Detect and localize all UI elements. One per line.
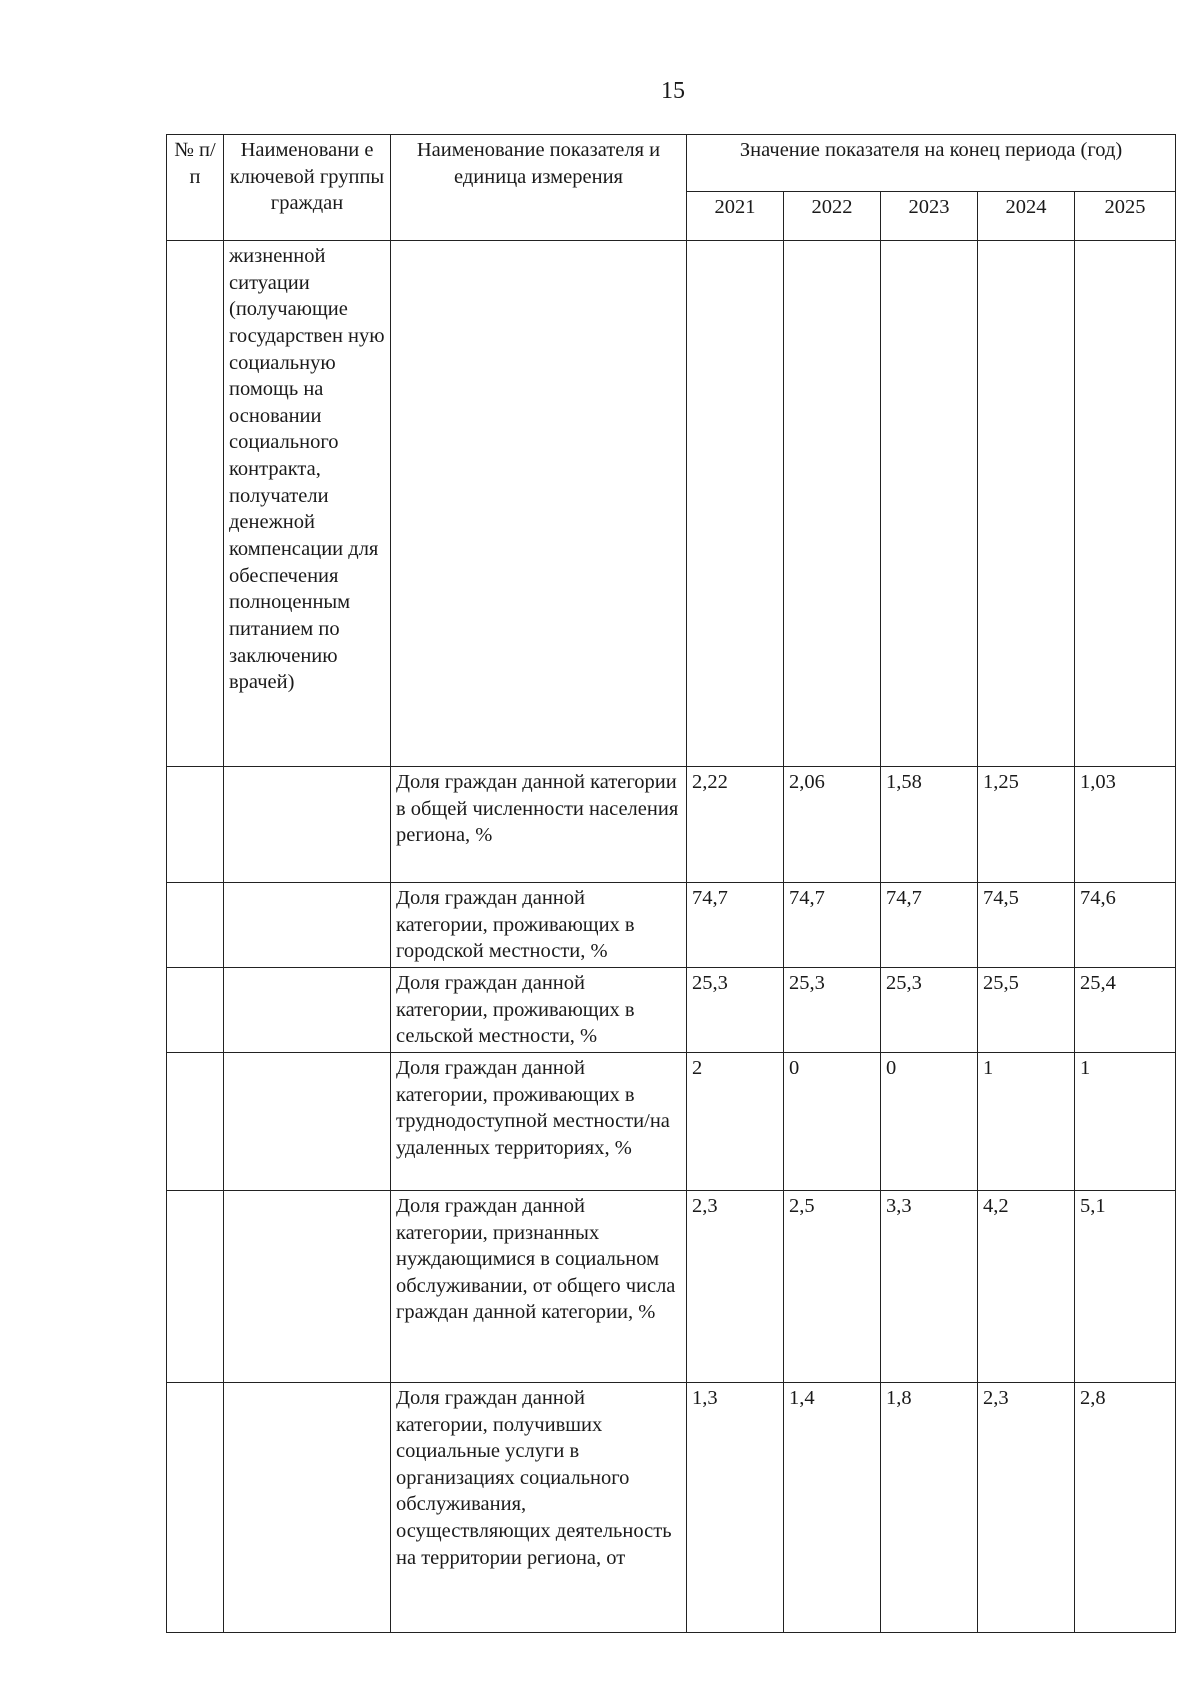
value-cell bbox=[978, 241, 1075, 767]
page-number: 15 bbox=[661, 78, 685, 104]
value-2023: 25,3 bbox=[881, 968, 978, 1053]
table-row bbox=[167, 968, 1176, 1053]
value-2025: 1,03 bbox=[1075, 767, 1176, 883]
indicator-cell: Доля граждан данной категории, получивших социальные услуги в организациях социального обслуживания, осуществляющих деятельность на территории региона, от bbox=[391, 1382, 687, 1632]
value-2021: 2,3 bbox=[687, 1190, 784, 1382]
indicator-cell: Доля граждан данной категории, проживающих в городской местности, % bbox=[391, 883, 687, 968]
value-2025: 2,8 bbox=[1075, 1382, 1176, 1632]
indicator-cell bbox=[391, 241, 687, 767]
header-num: № п/п bbox=[167, 135, 224, 241]
value-2025: 74,6 bbox=[1075, 883, 1176, 968]
value-2022: 2,06 bbox=[784, 767, 881, 883]
value-2025: 1 bbox=[1075, 1052, 1176, 1190]
num-cell bbox=[167, 767, 224, 883]
header-group: Наименовани е ключевой группы граждан bbox=[224, 135, 391, 241]
indicator-table bbox=[166, 134, 1176, 1633]
group-cell bbox=[224, 883, 391, 968]
value-2022: 0 bbox=[784, 1052, 881, 1190]
value-2023: 0 bbox=[881, 1052, 978, 1190]
value-2021: 25,3 bbox=[687, 968, 784, 1053]
value-cell bbox=[881, 241, 978, 767]
indicator-cell: Доля граждан данной категории, проживающих в труднодоступной местности/на удаленных территориях, % bbox=[391, 1052, 687, 1190]
value-2025: 5,1 bbox=[1075, 1190, 1176, 1382]
group-cell: жизненной ситуации (получающие государствен ную социальную помощь на основании социального контракта, получатели денежной компенсации для обеспечения полноценным питанием по заключению врачей) bbox=[224, 241, 391, 767]
value-2023: 74,7 bbox=[881, 883, 978, 968]
num-cell bbox=[167, 1382, 224, 1632]
header-year-2021: 2021 bbox=[687, 192, 784, 241]
table-row bbox=[167, 1382, 1176, 1632]
group-cell bbox=[224, 1052, 391, 1190]
group-cell bbox=[224, 1382, 391, 1632]
indicator-cell: Доля граждан данной категории в общей численности населения региона, % bbox=[391, 767, 687, 883]
indicator-cell: Доля граждан данной категории, признанных нуждающимися в социальном обслуживании, от общего числа граждан данной категории, % bbox=[391, 1190, 687, 1382]
value-2022: 25,3 bbox=[784, 968, 881, 1053]
num-cell bbox=[167, 968, 224, 1053]
value-2025: 25,4 bbox=[1075, 968, 1176, 1053]
table-row bbox=[167, 1190, 1176, 1382]
num-cell bbox=[167, 241, 224, 767]
value-2022: 2,5 bbox=[784, 1190, 881, 1382]
header-row-1 bbox=[167, 135, 1176, 192]
value-cell bbox=[784, 241, 881, 767]
value-2024: 4,2 bbox=[978, 1190, 1075, 1382]
value-2023: 3,3 bbox=[881, 1190, 978, 1382]
indicator-cell: Доля граждан данной категории, проживающих в сельской местности, % bbox=[391, 968, 687, 1053]
value-2021: 74,7 bbox=[687, 883, 784, 968]
value-2024: 1 bbox=[978, 1052, 1075, 1190]
group-cell bbox=[224, 767, 391, 883]
value-2023: 1,8 bbox=[881, 1382, 978, 1632]
table-row bbox=[167, 767, 1176, 883]
group-cell bbox=[224, 968, 391, 1053]
value-2024: 25,5 bbox=[978, 968, 1075, 1053]
value-2022: 74,7 bbox=[784, 883, 881, 968]
num-cell bbox=[167, 1052, 224, 1190]
header-year-2022: 2022 bbox=[784, 192, 881, 241]
header-year-2023: 2023 bbox=[881, 192, 978, 241]
value-2024: 2,3 bbox=[978, 1382, 1075, 1632]
value-2021: 2,22 bbox=[687, 767, 784, 883]
header-indicator: Наименование показателя и единица измерения bbox=[391, 135, 687, 241]
value-2021: 2 bbox=[687, 1052, 784, 1190]
value-cell bbox=[1075, 241, 1176, 767]
value-2023: 1,58 bbox=[881, 767, 978, 883]
value-2024: 1,25 bbox=[978, 767, 1075, 883]
value-cell bbox=[687, 241, 784, 767]
table-row bbox=[167, 883, 1176, 968]
header-period: Значение показателя на конец периода (год) bbox=[687, 135, 1176, 192]
value-2022: 1,4 bbox=[784, 1382, 881, 1632]
continuation-row bbox=[167, 241, 1176, 767]
header-year-2024: 2024 bbox=[978, 192, 1075, 241]
num-cell bbox=[167, 883, 224, 968]
header-year-2025: 2025 bbox=[1075, 192, 1176, 241]
value-2024: 74,5 bbox=[978, 883, 1075, 968]
value-2021: 1,3 bbox=[687, 1382, 784, 1632]
num-cell bbox=[167, 1190, 224, 1382]
group-cell bbox=[224, 1190, 391, 1382]
table-row bbox=[167, 1052, 1176, 1190]
